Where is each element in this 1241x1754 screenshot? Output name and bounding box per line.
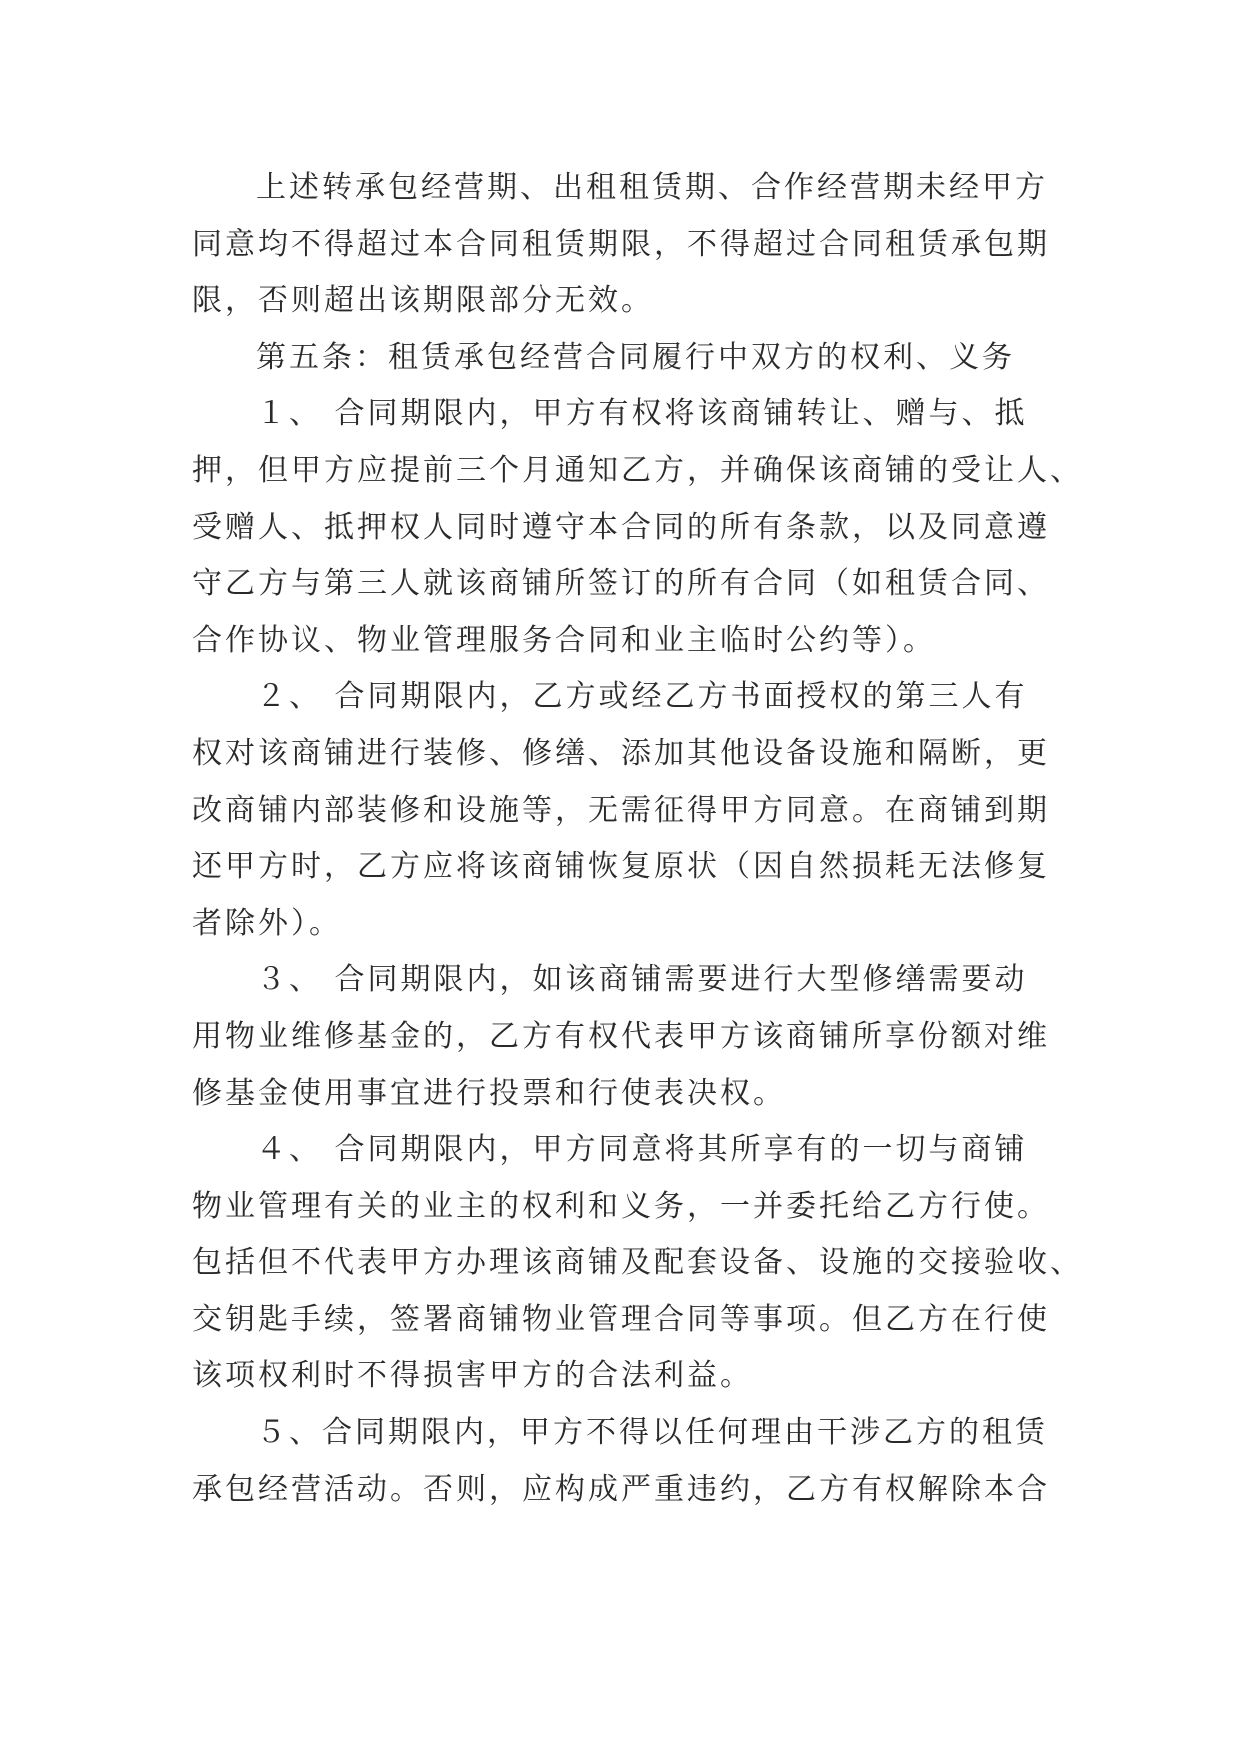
clause-2-start: ２、 合同期限内，乙方或经乙方书面授权的第三人有 bbox=[256, 679, 1028, 715]
clause-1-start: １、 合同期限内，甲方有权将该商铺转让、赠与、抵 bbox=[256, 396, 1028, 432]
text-line: 同意均不得超过本合同租赁期限，不得超过合同租赁承包期 bbox=[192, 226, 1050, 262]
text-line: 交钥匙手续，签署商铺物业管理合同等事项。但乙方在行使 bbox=[192, 1301, 1050, 1337]
text-line: 者除外）。 bbox=[192, 905, 342, 941]
clause-3-start: ３、 合同期限内，如该商铺需要进行大型修缮需要动 bbox=[256, 962, 1028, 998]
contract-body-text bbox=[192, 160, 1083, 1518]
text-line: 权对该商铺进行装修、修缮、添加其他设备设施和隔断，更 bbox=[192, 735, 1050, 771]
text-line: 押，但甲方应提前三个月通知乙方，并确保该商铺的受让人、 bbox=[192, 452, 1083, 488]
text-line: 该项权利时不得损害甲方的合法利益。 bbox=[192, 1358, 753, 1394]
text-line: 限，否则超出该期限部分无效。 bbox=[192, 283, 654, 319]
text-line: 合作协议、物业管理服务合同和业主临时公约等）。 bbox=[192, 622, 936, 658]
text-line: 用物业维修基金的，乙方有权代表甲方该商铺所享份额对维 bbox=[192, 1018, 1050, 1054]
text-line: 守乙方与第三人就该商铺所签订的所有合同（如租赁合同、 bbox=[192, 566, 1050, 602]
text-line: 上述转承包经营期、出租租赁期、合作经营期未经甲方 bbox=[256, 170, 1048, 205]
text-line: 物业管理有关的业主的权利和义务，一并委托给乙方行使。 bbox=[192, 1188, 1050, 1224]
clause-5-start: ５、合同期限内，甲方不得以任何理由干涉乙方的租赁 bbox=[256, 1415, 1048, 1451]
clause-4-start: ４、 合同期限内，甲方同意将其所享有的一切与商铺 bbox=[256, 1132, 1028, 1168]
text-line: 承包经营活动。否则，应构成严重违约，乙方有权解除本合 bbox=[192, 1471, 1050, 1507]
article-heading: 第五条：租赁承包经营合同履行中双方的权利、义务 bbox=[256, 339, 1015, 375]
text-line: 修基金使用事宜进行投票和行使表决权。 bbox=[192, 1075, 786, 1111]
text-line: 还甲方时，乙方应将该商铺恢复原状（因自然损耗无法修复 bbox=[192, 849, 1050, 885]
text-line: 包括但不代表甲方办理该商铺及配套设备、设施的交接验收、 bbox=[192, 1245, 1083, 1281]
text-line: 受赠人、抵押权人同时遵守本合同的所有条款，以及同意遵 bbox=[192, 509, 1050, 545]
text-line: 改商铺内部装修和设施等，无需征得甲方同意。在商铺到期 bbox=[192, 792, 1050, 828]
